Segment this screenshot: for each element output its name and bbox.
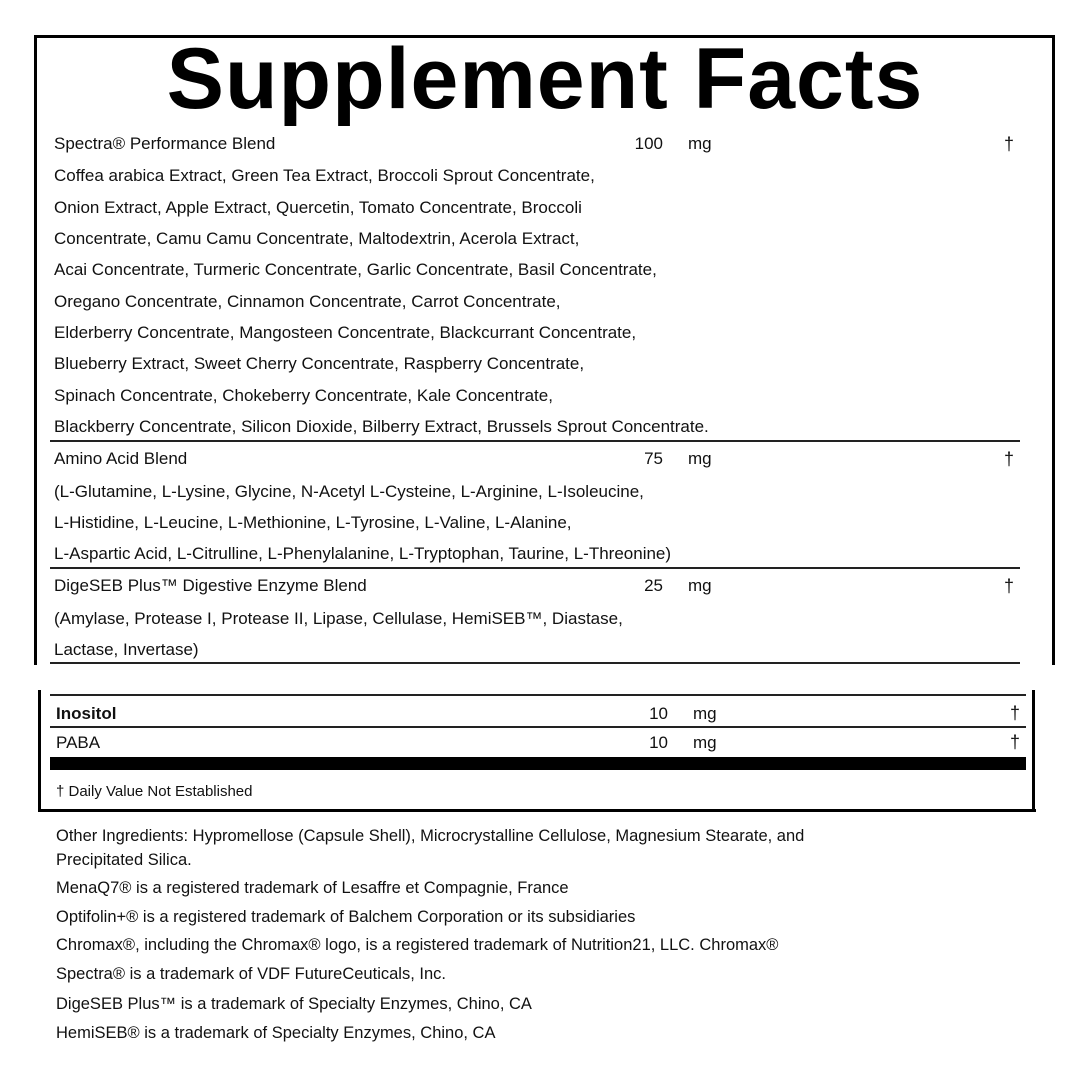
nutrient-name: PABA [56,733,101,752]
blend-name: Amino Acid Blend [54,449,188,468]
ingredient-line: Spinach Concentrate, Chokeberry Concentrate, Kale Concentrate, [54,386,553,405]
thick-divider-bar [50,757,1026,770]
ingredient-line: L-Aspartic Acid, L-Citrulline, L-Phenylalanine, L-Tryptophan, Taurine, L-Threonine) [54,544,672,563]
ingredient-line: (L-Glutamine, L-Lysine, Glycine, N-Acetyl L-Cysteine, L-Arginine, L-Isoleucine, [54,482,644,501]
panel-title: Supplement Facts [166,31,924,127]
blend-name: Spectra® Performance Blend [54,134,276,153]
blend-amount: 25 [644,576,663,595]
row-divider [50,726,1026,728]
ingredient-line: Concentrate, Camu Camu Concentrate, Maltodextrin, Acerola Extract, [54,229,580,248]
nutrient-unit: mg [693,733,717,752]
ingredient-line: Lactase, Invertase) [54,640,199,659]
blend-unit: mg [688,576,712,595]
trademark-line: Optifolin+® is a registered trademark of Balchem Corporation or its subsidiaries [56,908,636,926]
panel-border-right [1052,35,1055,665]
nutrient-amount: 10 [649,704,668,723]
other-ingredients-line: Other Ingredients: Hypromellose (Capsule Shell), Microcrystalline Cellulose, Magnesium Stearate, and [56,827,805,845]
ingredient-line: Coffea arabica Extract, Green Tea Extract, Broccoli Sprout Concentrate, [54,166,595,185]
daily-value-dagger: † [1004,449,1015,469]
ingredient-line: Onion Extract, Apple Extract, Quercetin, Tomato Concentrate, Broccoli [54,198,582,217]
nutrient-amount: 10 [649,733,668,752]
blend-unit: mg [688,449,712,468]
daily-value-footnote: † Daily Value Not Established [56,783,253,800]
row-divider [50,694,1026,696]
daily-value-dagger: † [1004,134,1015,154]
blend-unit: mg [688,134,712,153]
panel-border-right-lower [1032,690,1035,812]
nutrient-unit: mg [693,704,717,723]
other-ingredients-line: Precipitated Silica. [56,851,192,869]
trademark-line: Spectra® is a trademark of VDF FutureCeuticals, Inc. [56,965,446,983]
ingredient-line: L-Histidine, L-Leucine, L-Methionine, L-Tyrosine, L-Valine, L-Alanine, [54,513,572,532]
trademark-line: Chromax®, including the Chromax® logo, is a registered trademark of Nutrition21, LLC. Chromax® [56,936,779,954]
panel-border-left-upper [34,35,37,125]
daily-value-dagger: † [1010,732,1021,752]
trademark-line: DigeSEB Plus™ is a trademark of Specialty Enzymes, Chino, CA [56,995,532,1013]
ingredient-line: Blueberry Extract, Sweet Cherry Concentrate, Raspberry Concentrate, [54,354,585,373]
daily-value-dagger: † [1010,703,1021,723]
panel-border-left [34,125,37,665]
trademark-line: MenaQ7® is a registered trademark of Lesaffre et Compagnie, France [56,879,569,897]
ingredient-line: Elderberry Concentrate, Mangosteen Concentrate, Blackcurrant Concentrate, [54,323,637,342]
nutrient-name: Inositol [56,704,117,723]
trademark-line: HemiSEB® is a trademark of Specialty Enzymes, Chino, CA [56,1024,496,1042]
panel-border-bottom [40,809,1036,812]
blend-amount: 100 [634,134,663,153]
ingredient-line: (Amylase, Protease I, Protease II, Lipase, Cellulase, HemiSEB™, Diastase, [54,609,623,628]
blend-name: DigeSEB Plus™ Digestive Enzyme Blend [54,576,367,595]
ingredient-line: Acai Concentrate, Turmeric Concentrate, Garlic Concentrate, Basil Concentrate, [54,260,657,279]
row-divider [50,662,1020,664]
ingredient-line: Oregano Concentrate, Cinnamon Concentrate, Carrot Concentrate, [54,292,561,311]
panel-border-left-lower [38,690,41,812]
row-divider [50,440,1020,442]
ingredient-line: Blackberry Concentrate, Silicon Dioxide, Bilberry Extract, Brussels Sprout Concentrate. [54,417,709,436]
row-divider [50,567,1020,569]
daily-value-dagger: † [1004,576,1015,596]
blend-amount: 75 [644,449,663,468]
